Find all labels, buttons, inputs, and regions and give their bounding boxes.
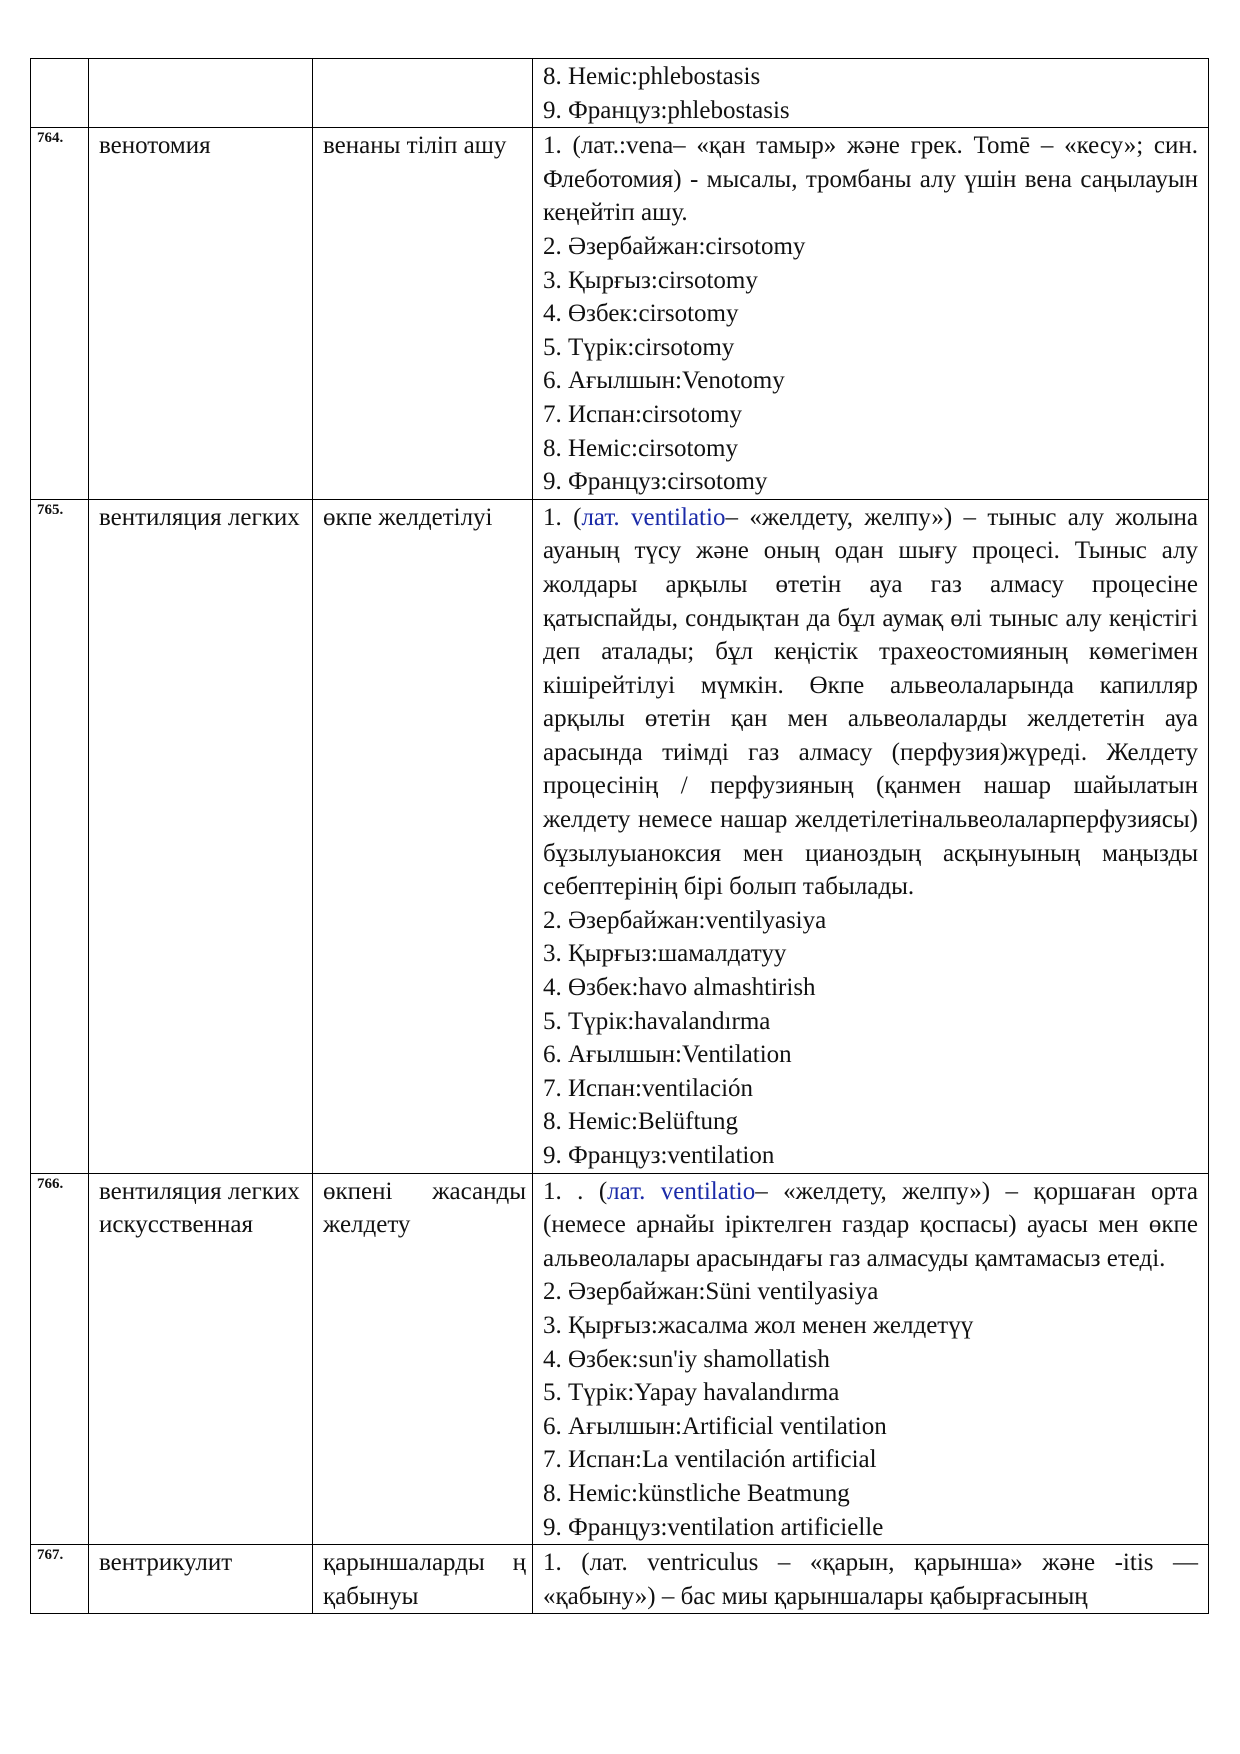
definition-text: 1. (лат.:vena– «қан тамыр» және грек. Tomē – «кесу»; син. Флеботомия) - мысалы, тромбаны алу үшін вена саңылауын кеңейтіп ашу.	[543, 132, 1198, 227]
russian-term-cell	[89, 1545, 313, 1614]
table-row	[31, 1173, 1209, 1545]
translation-line: 4. Өзбек:havo almashtirish	[543, 974, 816, 1002]
latin-term: лат. ventilatio	[581, 503, 726, 531]
translation-line: 4. Өзбек:cirsotomy	[543, 300, 739, 328]
russian-term: вентиляция легких искусственная	[99, 1177, 300, 1239]
entry-number	[31, 59, 88, 61]
russian-term: венотомия	[99, 132, 211, 160]
russian-term: вентиляция легких	[99, 503, 300, 531]
translation-line: 3. Қырғыз:cirsotomy	[543, 266, 758, 294]
russian-term: вентрикулит	[99, 1549, 233, 1577]
translation-line: 4. Өзбек:sun'iy shamollatish	[543, 1345, 830, 1373]
translation-line: 6. Ағылшын:Venotomy	[543, 367, 785, 395]
entry-number: 766.	[37, 1175, 64, 1192]
definition-cell	[533, 128, 1209, 500]
kazakh-term: өкпе желдетілуі	[323, 503, 493, 531]
definition-cell	[533, 1173, 1209, 1545]
kazakh-term-cell	[313, 1173, 533, 1545]
translation-line: 9. Француз:ventilation artificielle	[543, 1513, 884, 1541]
table-row	[31, 59, 1209, 128]
definition-text	[543, 1175, 1198, 1276]
table-row	[31, 1545, 1209, 1614]
latin-term: лат. ventilatio	[607, 1177, 756, 1205]
kazakh-term: қарыншаларды ң қабынуы	[323, 1549, 526, 1610]
kazakh-term-cell	[313, 499, 533, 1173]
translation-line: 7. Испан:La ventilación artificial	[543, 1446, 877, 1474]
definition-prefix: 1. (	[543, 503, 582, 531]
translation-line: 8. Неміс:künstliche Beatmung	[543, 1479, 850, 1507]
translation-line: 2. Әзербайжан:cirsotomy	[543, 232, 806, 260]
translation-line: 8. Неміс:cirsotomy	[543, 434, 738, 462]
kazakh-term: венаны тіліп ашу	[323, 132, 507, 160]
translation-line: 8. Неміс:Belüftung	[543, 1108, 738, 1136]
kazakh-term-cell	[313, 59, 533, 128]
entry-number-cell	[31, 1545, 89, 1614]
definition-body: – «желдету, желпу») – тыныс алу жолына ауаның түсу және оның одан шығу процесі. Тыныс алу жолдары арқылы өтетін ауа газ алмасу процесіне қатыспайды, сондықтан да бұл аумақ өлі тыныс алу кеңістігі деп аталады; бұл кеңістік трахеостомияның көмегімен кішірейтілуі мүмкін. Өкпе альвеолаларында капилляр арқылы өтетін қан мен альвеолаларды желдететін ауа арасында тиімді газ алмасу (перфузия)жүреді. Желдету процесінің / перфузияның (қанмен нашар шайылатын желдету немесе нашар желдетілетінальвеолаларперфузиясы) бұзылуыаноксия мен цианоздың асқынуының маңызды себептерінің бірі болып табылады.	[543, 503, 1198, 901]
translation-line: 3. Қырғыз:шамалдатуу	[543, 940, 787, 968]
translation-line: 9. Француз:phlebostasis	[543, 96, 790, 124]
translation-line: 6. Ағылшын:Artificial ventilation	[543, 1412, 887, 1440]
definition-prefix: 1. . (	[543, 1177, 608, 1205]
entry-number-cell	[31, 59, 89, 128]
translation-line: 2. Әзербайжан:ventilyasiya	[543, 906, 827, 934]
definition-body: – «желдету, желпу») – қоршаған орта (немесе арнайы іріктелген газдар қоспасы) ауасы мен өкпе альвеолалары арасындағы газ алмасуды қамтамасыз етеді.	[543, 1177, 1198, 1272]
definition-text: 1. (лат. ventriculus – «қарын, қарынша» және -itis — «қабыну») – бас миы қарыншалары қабырғасының	[543, 1549, 1198, 1610]
definition-cell	[533, 59, 1209, 128]
kazakh-term-cell	[313, 128, 533, 500]
translation-line: 9. Француз:ventilation	[543, 1142, 775, 1169]
translation-line: 2. Әзербайжан:Süni ventilyasiya	[543, 1278, 879, 1306]
translation-line: 8. Неміс:phlebostasis	[543, 63, 761, 90]
translation-line: 5. Түрік:Yapay havalandırma	[543, 1379, 840, 1407]
russian-term-cell	[89, 59, 313, 128]
table-row	[31, 499, 1209, 1173]
entry-number: 764.	[37, 130, 64, 147]
kazakh-term-cell	[313, 1545, 533, 1614]
translation-line: 5. Түрік:cirsotomy	[543, 333, 735, 361]
russian-term-cell	[89, 128, 313, 500]
translation-line: 7. Испан:cirsotomy	[543, 400, 742, 428]
table-row	[31, 128, 1209, 500]
definition-cell	[533, 1545, 1209, 1614]
entry-number-cell	[31, 1173, 89, 1545]
entry-number-cell	[31, 128, 89, 500]
translation-line: 7. Испан:ventilación	[543, 1074, 754, 1102]
translation-line: 6. Ағылшын:Ventilation	[543, 1041, 792, 1069]
entry-number: 765.	[37, 501, 64, 518]
russian-term	[89, 59, 312, 60]
definition-cell	[533, 499, 1209, 1173]
translation-line: 3. Қырғыз:жасалма жол менен желдетүү	[543, 1311, 974, 1339]
translation-line: 9. Француз:cirsotomy	[543, 468, 768, 496]
dictionary-table	[30, 58, 1209, 1614]
entry-number-cell	[31, 499, 89, 1173]
translation-line: 5. Түрік:havalandırma	[543, 1007, 771, 1035]
definition-text	[543, 501, 1198, 904]
kazakh-term	[313, 59, 532, 60]
russian-term-cell	[89, 1173, 313, 1545]
kazakh-term: өкпені жасанды желдету	[323, 1177, 526, 1239]
russian-term-cell	[89, 499, 313, 1173]
entry-number: 767.	[37, 1547, 64, 1564]
